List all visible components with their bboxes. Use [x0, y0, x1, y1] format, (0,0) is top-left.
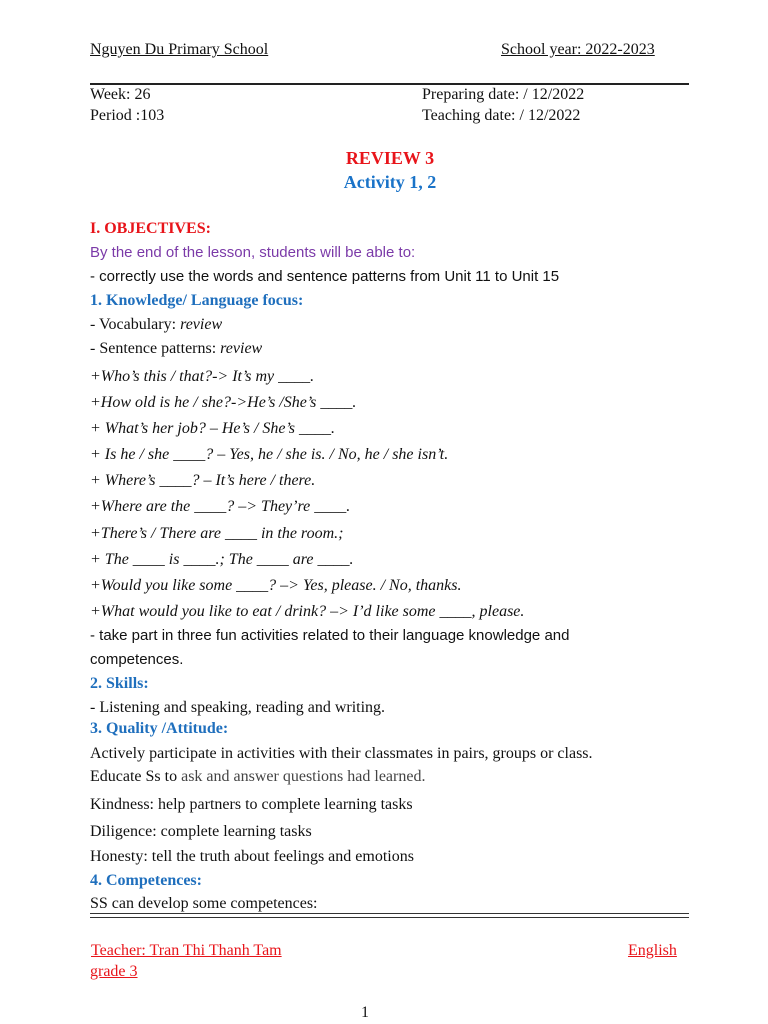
footer-rule-top: [90, 913, 689, 914]
patterns-line: [90, 340, 262, 358]
pattern-item: +Would you like some ____? –> Yes, please. / No, thanks.: [90, 577, 462, 594]
objectives-heading: I. OBJECTIVES:: [90, 220, 211, 237]
competences-heading: 4. Competences:: [90, 872, 202, 889]
kindness-line: Kindness: help partners to complete learning tasks: [90, 796, 413, 813]
diligence-line: Diligence: complete learning tasks: [90, 823, 312, 840]
grade: grade 3: [90, 963, 138, 980]
quality-line-1: Actively participate in activities with their classmates in pairs, groups or class.: [90, 745, 593, 762]
week: Week: 26: [90, 86, 151, 103]
pattern-item: + What’s her job? – He’s / She’s ____.: [90, 420, 336, 437]
pattern-item: + Where’s ____? – It’s here / there.: [90, 472, 316, 489]
take-part-line-1: - take part in three fun activities related to their language knowledge and: [90, 627, 570, 644]
objective-1: - correctly use the words and sentence patterns from Unit 11 to Unit 15: [90, 268, 560, 285]
quality-line-2-b: ask and answer questions had learned.: [181, 768, 426, 785]
vocabulary-label: - Vocabulary:: [90, 316, 181, 333]
header-rule: [90, 83, 689, 85]
quality-heading: 3. Quality /Attitude:: [90, 720, 229, 737]
period: Period :103: [90, 107, 165, 124]
subject: English: [628, 942, 677, 959]
skills-text: - Listening and speaking, reading and writing.: [90, 699, 386, 716]
school-year: School year: 2022-2023: [501, 41, 655, 58]
quality-line-2-a: Educate Ss to: [90, 768, 182, 785]
pattern-item: +There’s / There are ____ in the room.;: [90, 525, 344, 542]
pattern-item: +Where are the ____? –> They’re ____.: [90, 498, 351, 515]
intro-text: By the end of the lesson, students will be able to:: [90, 244, 416, 261]
pattern-item: +Who’s this / that?-> It’s my ____.: [90, 368, 315, 385]
skills-heading: 2. Skills:: [90, 675, 149, 692]
patterns-label: - Sentence patterns:: [90, 340, 221, 357]
pattern-item: + Is he / she ____? – Yes, he / she is. / No, he / she isn’t.: [90, 446, 449, 463]
footer-rule-bottom: [90, 917, 689, 918]
teacher-name: Teacher: Tran Thi Thanh Tam: [91, 942, 282, 959]
pattern-item: + The ____ is ____.; The ____ are ____.: [90, 551, 354, 568]
preparing-date: Preparing date: / 12/2022: [422, 86, 585, 103]
pattern-item: +How old is he / she?->He’s /She’s ____.: [90, 394, 357, 411]
honesty-line: Honesty: tell the truth about feelings and emotions: [90, 848, 414, 865]
vocabulary-value: review: [180, 316, 223, 333]
school-name: Nguyen Du Primary School: [90, 41, 269, 58]
take-part-line-2: competences.: [90, 651, 184, 668]
patterns-value: review: [220, 340, 263, 357]
page-number: 1: [361, 1004, 369, 1021]
pattern-item: +What would you like to eat / drink? –> I’d like some ____, please.: [90, 603, 525, 620]
competences-text: SS can develop some competences:: [90, 895, 318, 912]
knowledge-heading: 1. Knowledge/ Language focus:: [90, 292, 304, 309]
vocabulary-line: [90, 316, 222, 334]
review-title: REVIEW 3: [345, 148, 435, 168]
teaching-date: Teaching date: / 12/2022: [422, 107, 581, 124]
quality-line-2: [90, 768, 425, 786]
activity-title: Activity 1, 2: [343, 172, 437, 192]
